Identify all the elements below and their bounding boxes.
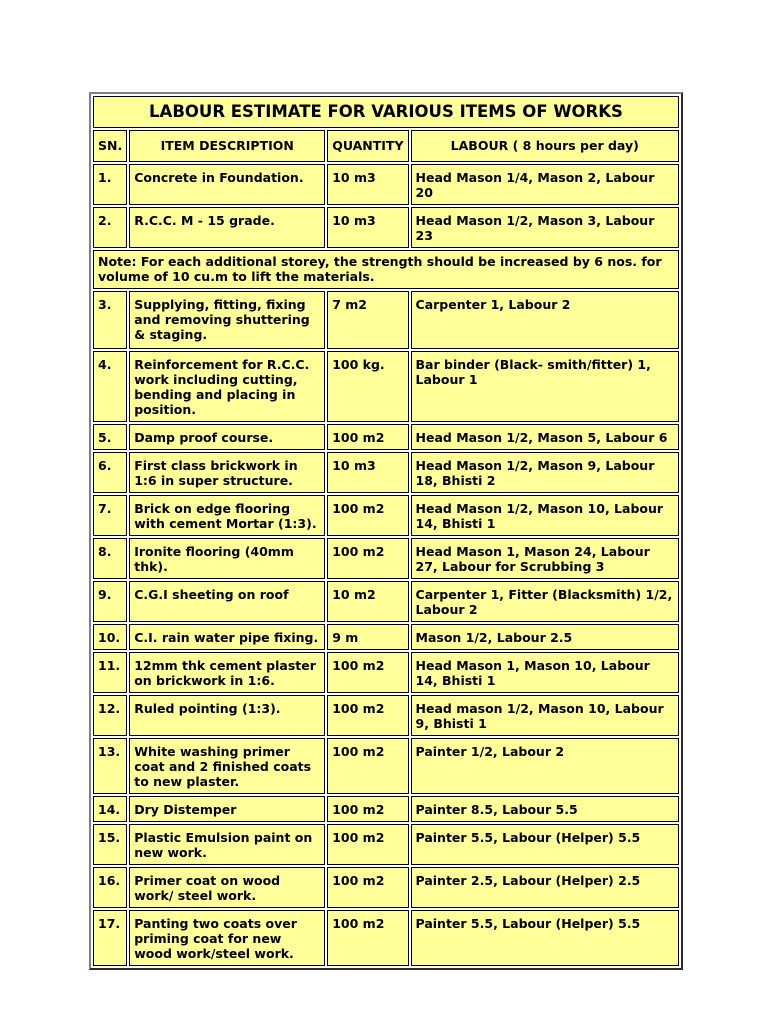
cell-labour: Head mason 1/2, Mason 10, Labour 9, Bhisti 1 [411,695,679,736]
cell-labour: Painter 2.5, Labour (Helper) 2.5 [411,867,679,908]
table-row [93,207,679,248]
cell-sn: 9. [93,581,127,622]
cell-sn: 2. [93,207,127,248]
cell-labour: Head Mason 1/2, Mason 3, Labour 23 [411,207,679,248]
cell-quantity: 10 m3 [327,164,408,205]
cell-quantity: 100 m2 [327,910,408,966]
note-text: Note: For each additional storey, the strength should be increased by 6 nos. for volume of 10 cu.m to lift the materials. [93,250,679,289]
cell-item: Damp proof course. [129,424,325,450]
table-row [93,910,679,966]
cell-item: R.C.C. M - 15 grade. [129,207,325,248]
table-row [93,581,679,622]
table-row [93,867,679,908]
table-row [93,695,679,736]
cell-labour: Painter 1/2, Labour 2 [411,738,679,794]
cell-labour: Head Mason 1, Mason 10, Labour 14, Bhisti 1 [411,652,679,693]
cell-quantity: 10 m3 [327,207,408,248]
labour-estimate-table-frame [89,92,683,970]
cell-sn: 8. [93,538,127,579]
cell-sn: 5. [93,424,127,450]
cell-quantity: 100 m2 [327,824,408,865]
cell-item: C.I. rain water pipe fixing. [129,624,325,650]
cell-item: White washing primer coat and 2 finished coats to new plaster. [129,738,325,794]
cell-quantity: 100 m2 [327,738,408,794]
cell-item: Dry Distemper [129,796,325,822]
labour-estimate-table [91,94,681,968]
cell-quantity: 100 m2 [327,796,408,822]
header-item-description: ITEM DESCRIPTION [129,130,325,162]
cell-quantity: 100 m2 [327,538,408,579]
table-row [93,291,679,349]
cell-quantity: 100 m2 [327,867,408,908]
cell-sn: 7. [93,495,127,536]
header-sn: SN. [93,130,127,162]
table-row [93,351,679,422]
cell-labour: Carpenter 1, Fitter (Blacksmith) 1/2, Labour 2 [411,581,679,622]
table-row [93,738,679,794]
cell-quantity: 100 m2 [327,695,408,736]
table-row [93,538,679,579]
table-row [93,424,679,450]
header-labour: LABOUR ( 8 hours per day) [411,130,679,162]
table-row [93,624,679,650]
header-row [93,130,679,162]
cell-quantity: 10 m2 [327,581,408,622]
cell-item: Reinforcement for R.C.C. work including cutting, bending and placing in position. [129,351,325,422]
title-row [93,96,679,128]
cell-sn: 6. [93,452,127,493]
cell-sn: 13. [93,738,127,794]
cell-quantity: 100 m2 [327,652,408,693]
cell-quantity: 9 m [327,624,408,650]
cell-labour: Bar binder (Black- smith/fitter) 1, Labour 1 [411,351,679,422]
table-title: LABOUR ESTIMATE FOR VARIOUS ITEMS OF WORKS [93,96,679,128]
cell-labour: Painter 5.5, Labour (Helper) 5.5 [411,910,679,966]
cell-sn: 3. [93,291,127,349]
cell-labour: Head Mason 1/4, Mason 2, Labour 20 [411,164,679,205]
cell-sn: 1. [93,164,127,205]
table-row [93,164,679,205]
table-row [93,495,679,536]
cell-sn: 11. [93,652,127,693]
cell-item: Primer coat on wood work/ steel work. [129,867,325,908]
cell-quantity: 100 kg. [327,351,408,422]
cell-sn: 4. [93,351,127,422]
table-row [93,452,679,493]
cell-labour: Mason 1/2, Labour 2.5 [411,624,679,650]
cell-labour: Painter 8.5, Labour 5.5 [411,796,679,822]
table-row [93,824,679,865]
cell-item: Ruled pointing (1:3). [129,695,325,736]
cell-sn: 15. [93,824,127,865]
cell-item: 12mm thk cement plaster on brickwork in 1:6. [129,652,325,693]
cell-item: Supplying, fitting, fixing and removing shuttering & staging. [129,291,325,349]
cell-item: First class brickwork in 1:6 in super structure. [129,452,325,493]
cell-item: Plastic Emulsion paint on new work. [129,824,325,865]
cell-item: Ironite flooring (40mm thk). [129,538,325,579]
cell-labour: Carpenter 1, Labour 2 [411,291,679,349]
cell-sn: 10. [93,624,127,650]
cell-sn: 17. [93,910,127,966]
table-row [93,652,679,693]
cell-labour: Head Mason 1/2, Mason 10, Labour 14, Bhisti 1 [411,495,679,536]
cell-sn: 14. [93,796,127,822]
table-row [93,796,679,822]
cell-labour: Head Mason 1/2, Mason 5, Labour 6 [411,424,679,450]
cell-item: Panting two coats over priming coat for new wood work/steel work. [129,910,325,966]
header-quantity: QUANTITY [327,130,408,162]
note-row [93,250,679,289]
cell-item: C.G.I sheeting on roof [129,581,325,622]
cell-sn: 12. [93,695,127,736]
cell-labour: Head Mason 1, Mason 24, Labour 27, Labour for Scrubbing 3 [411,538,679,579]
cell-sn: 16. [93,867,127,908]
cell-labour: Painter 5.5, Labour (Helper) 5.5 [411,824,679,865]
cell-quantity: 100 m2 [327,495,408,536]
cell-quantity: 100 m2 [327,424,408,450]
cell-item: Concrete in Foundation. [129,164,325,205]
cell-quantity: 7 m2 [327,291,408,349]
cell-quantity: 10 m3 [327,452,408,493]
cell-item: Brick on edge flooring with cement Mortar (1:3). [129,495,325,536]
cell-labour: Head Mason 1/2, Mason 9, Labour 18, Bhisti 2 [411,452,679,493]
